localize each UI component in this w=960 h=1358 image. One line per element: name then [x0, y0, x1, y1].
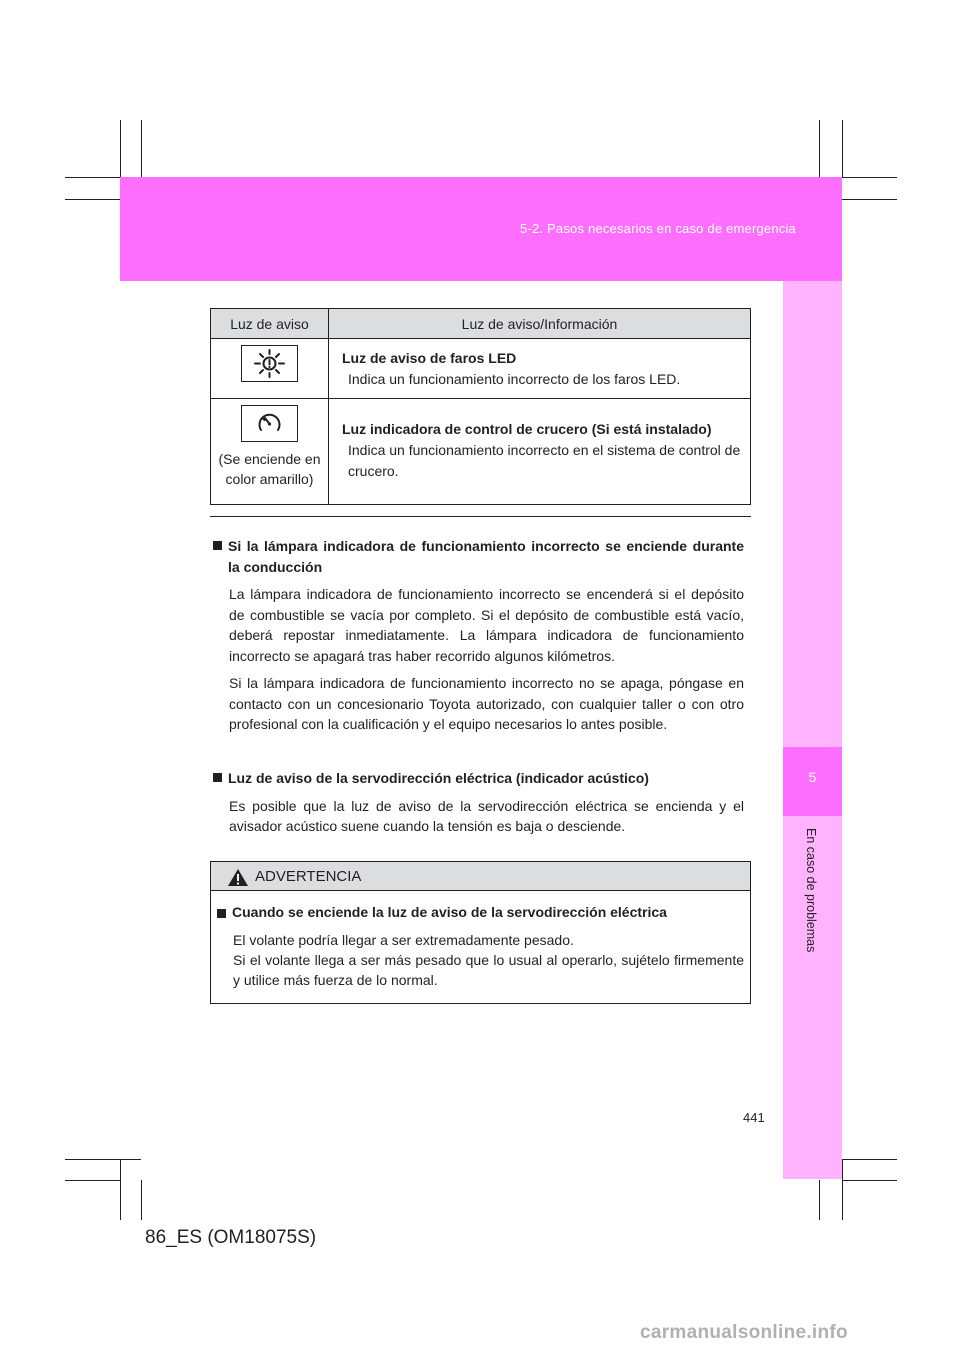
chapter-number: 5 [808, 769, 817, 785]
chapter-number-tab [783, 747, 842, 816]
table-header-light: Luz de aviso [211, 309, 329, 339]
section-mil [213, 536, 744, 735]
light-description: Indica un funcionamiento incorrecto de los faros LED. [348, 371, 681, 387]
crop-mark [842, 120, 843, 177]
section-paragraph: La lámpara indicadora de funcionamiento incorrecto se encenderá si el depósito de combustible se vacía por completo. Si el depósito de combustible está vacío, deberá repostar inmediatamente. La lámpara indicadora de funcionamiento incorrecto se apagará tras haber recorrido algunos kilómetros. [229, 586, 744, 664]
cruise-control-indicator-icon [241, 405, 298, 442]
square-bullet-icon [217, 909, 226, 918]
info-cell [329, 399, 751, 505]
led-headlight-warning-icon [241, 345, 298, 382]
warning-title: Cuando se enciende la luz de aviso de la servodirección eléctrica [217, 904, 742, 920]
crop-mark [141, 1180, 142, 1220]
table-header-info: Luz de aviso/Información [329, 309, 751, 339]
light-title: Luz de aviso de faros LED [342, 350, 517, 366]
warning-triangle-icon [227, 868, 249, 887]
section-header: 5-2. Pasos necesarios en caso de emergencia [520, 221, 796, 236]
document-code: 86_ES (OM18075S) [145, 1227, 317, 1248]
icon-condition-note: (Se enciende en color amarillo) [218, 451, 321, 487]
crop-mark [842, 1180, 897, 1181]
warning-line: El volante podría llegar a ser extremadamente pesado. [233, 932, 574, 948]
warning-box [210, 861, 751, 1004]
crop-mark [819, 1180, 820, 1220]
warning-header [211, 862, 750, 891]
crop-mark [842, 1160, 843, 1220]
light-description: Indica un funcionamiento incorrecto en el sistema de control de crucero. [348, 442, 741, 479]
warning-line: Si el volante llega a ser más pesado que lo usual al operarlo, sujételo firmemente y utilice más fuerza de lo normal. [233, 952, 744, 988]
table-row [211, 399, 751, 505]
warning-text [233, 930, 744, 990]
section-title: Si la lámpara indicadora de funcionamiento incorrecto se enciende durante la conducción [213, 536, 744, 577]
crop-mark [65, 1180, 120, 1181]
watermark: carmanualsonline.info [640, 1322, 848, 1343]
page-number: 441 [743, 1110, 765, 1125]
crop-mark [842, 177, 897, 178]
crop-mark [120, 120, 121, 177]
section-eps [213, 768, 744, 837]
section-paragraph: Es posible que la luz de aviso de la servodirección eléctrica se encienda y el avisador acústico suene cuando la tensión es baja o desciende. [229, 797, 744, 834]
warning-light-table [210, 308, 751, 505]
chapter-label-container [804, 828, 824, 968]
section-paragraph: Si la lámpara indicadora de funcionamiento incorrecto no se apaga, póngase en contacto con un concesionario Toyota autorizado, con cualquier taller o con otro profesional con la cualificación y el equipo necesarios lo antes posible. [229, 675, 744, 732]
section-divider [210, 516, 751, 517]
warning-heading: ADVERTENCIA [255, 868, 362, 885]
chapter-label: En caso de problemas [804, 828, 818, 953]
crop-mark [65, 1159, 141, 1160]
square-bullet-icon [213, 773, 222, 782]
crop-mark [65, 177, 120, 178]
info-cell [329, 339, 751, 399]
table-header-row [211, 309, 751, 339]
table-row [211, 339, 751, 399]
side-tab [783, 281, 842, 1179]
square-bullet-icon [213, 541, 222, 550]
crop-mark [120, 1160, 121, 1220]
header-band [120, 177, 842, 281]
icon-cell [211, 339, 329, 399]
section-title: Luz de aviso de la servodirección eléctrica (indicador acústico) [213, 768, 744, 789]
light-title: Luz indicadora de control de crucero (Si está instalado) [342, 421, 712, 437]
icon-cell [211, 399, 329, 505]
